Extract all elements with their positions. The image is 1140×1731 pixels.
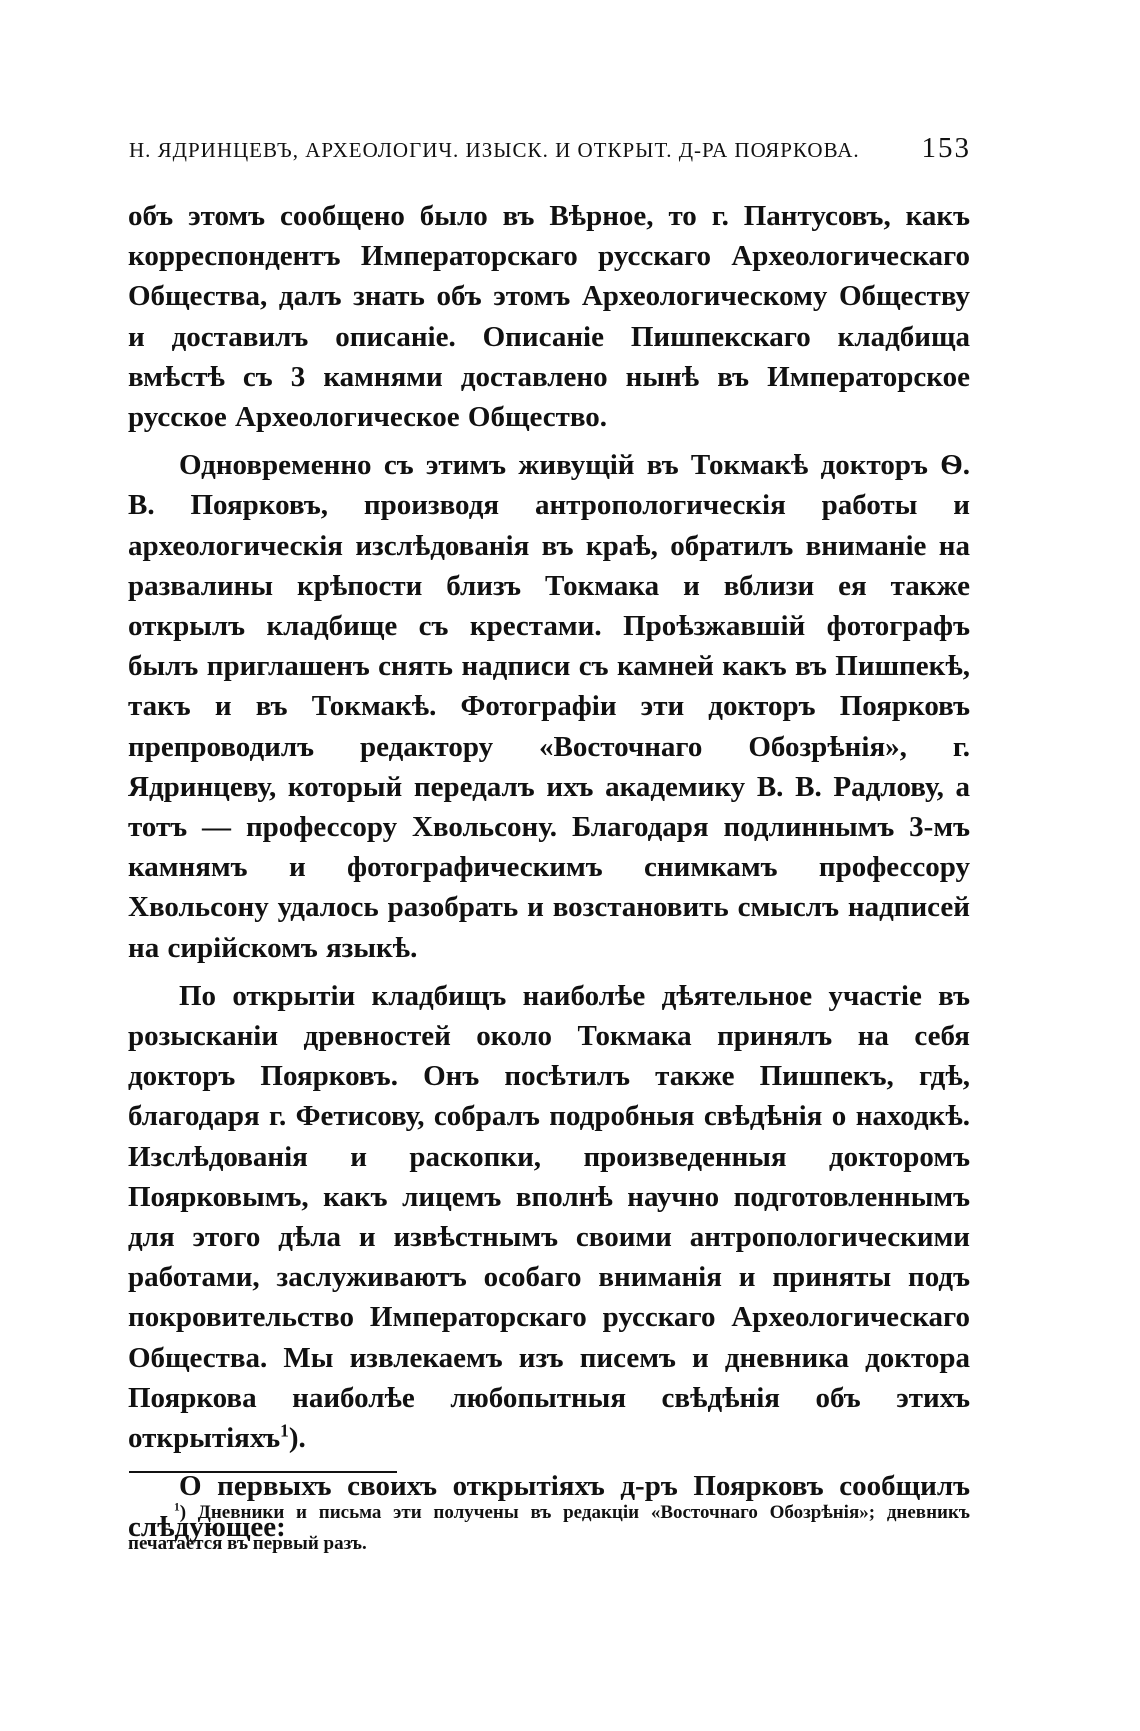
paragraph-1 — [128, 196, 970, 437]
page-number: 153 — [921, 132, 971, 164]
footnote-text: ) Дневники и письма эти получены въ редакціи «Восточнаго Обозрѣнія»; дневникъ печатается въ первый разъ. — [128, 1502, 970, 1554]
main-text — [128, 196, 970, 1555]
paragraph-2-text: Одновременно съ этимъ живущій въ Токмакѣ докторъ Ѳ. В. Поярковъ, производя антропологическія работы и археологическія изслѣдованія въ краѣ, обратилъ вниманіе на развалины крѣпости близъ Токмака и вблизи ея также открылъ кладбище съ крестами. Проѣзжавшій фотографъ былъ приглашенъ снять надписи съ камней какъ въ Пишпекѣ, такъ и въ Токмакѣ. Фотографіи эти докторъ Поярковъ препроводилъ редактору «Восточнаго Обозрѣнія», г. Ядринцеву, который передалъ ихъ академику В. В. Радлову, а тотъ — профессору Хвольсону. Благодаря подлиннымъ 3-мъ камнямъ и фотографическимъ снимкамъ профессору Хвольсону удалось разобрать и возстановить смыслъ надписей на сирійскомъ языкѣ. — [128, 449, 970, 964]
paragraph-2 — [128, 445, 970, 968]
paragraph-1-text: объ этомъ сообщено было въ Вѣрное, то г. Пантусовъ, какъ корреспондентъ Императорскаго русскаго Археологическаго Общества, далъ знать объ этомъ Археологическому Обществу и доставилъ описаніе. Описаніе Пишпекскаго кладбища вмѣстѣ съ 3 камнями доставлено нынѣ въ Императорское русское Археологическое Общество. — [128, 200, 970, 434]
paragraph-3-text: По открытіи кладбищъ наиболѣе дѣятельное участіе въ розысканіи древностей около Токмака принялъ на себя докторъ Поярковъ. Онъ посѣтилъ также Пишпекъ, гдѣ, благодаря г. Фетисову, собралъ подробныя свѣдѣнія о находкѣ. Изслѣдованія и раскопки, произведенныя докторомъ Поярковымъ, какъ лицемъ вполнѣ научно подготовленнымъ для этого дѣла и извѣстнымъ своими антропологическими работами, заслуживаютъ особаго вниманія и приняты подъ покровительство Императорскаго русскаго Археологическаго Общества. Мы извлекаемъ изъ писемъ и дневника доктора Пояркова наиболѣе любопытныя свѣдѣнія объ этихъ открытіяхъ — [128, 979, 970, 1455]
footnote — [128, 1497, 970, 1559]
paragraph-4-text: О первыхъ своихъ открытіяхъ д-ръ Поярковъ сообщилъ слѣдующее: — [128, 1470, 970, 1543]
page-header — [129, 132, 971, 172]
paragraph-3 — [128, 976, 970, 1458]
footnote-separator — [129, 1471, 397, 1473]
paragraph-3-tail: ). — [288, 1422, 306, 1455]
footnote-mark: 1 — [174, 1501, 180, 1514]
running-head: Н. ЯДРИНЦЕВЪ, АРХЕОЛОГИЧ. ИЗЫСК. И ОТКРЫТ. Д-РА ПОЯРКОВА. — [129, 138, 860, 162]
footnote-reference[interactable]: 1 — [280, 1420, 289, 1441]
